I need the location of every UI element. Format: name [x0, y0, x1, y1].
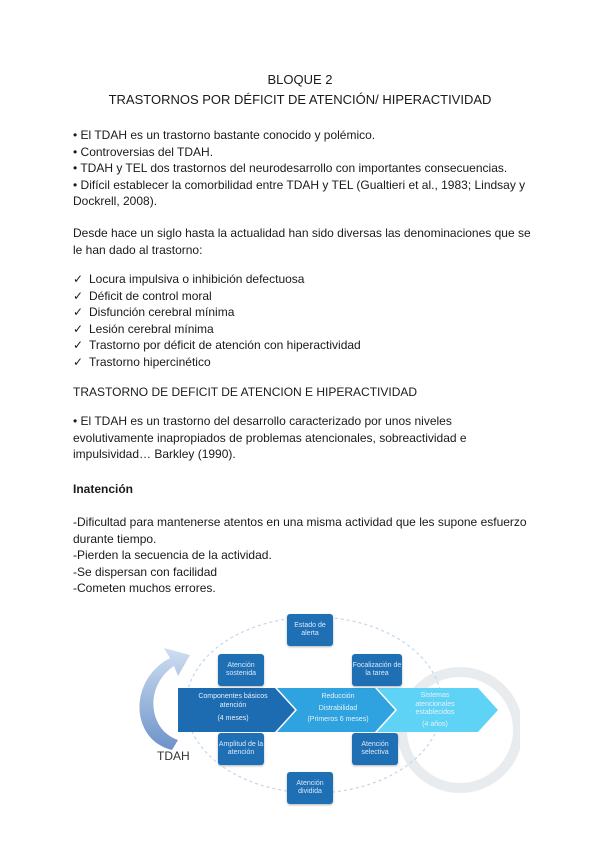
list-item: -Dificultad para mantenerse atentos en una misma actividad que les supone esfuerzo durante tiempo.: [73, 515, 527, 546]
arrow-label-2: [295, 693, 381, 725]
checkmark-icon: ✓: [73, 354, 84, 369]
checklist-label: Lesión cerebral mínima: [89, 321, 214, 336]
checkmark-icon: ✓: [73, 272, 84, 286]
block-number: BLOQUE 2: [267, 72, 333, 87]
checkmark-icon: ✓: [73, 288, 84, 303]
node-atencion-selectiva: Atención selectiva: [352, 733, 398, 765]
checklist-label: Disfunción cerebral mínima: [89, 305, 235, 319]
node-estado-alerta: Estado de alerta: [287, 614, 333, 646]
checklist-label: Locura impulsiva o inhibición defectuosa: [89, 272, 305, 286]
bullet-item: • El TDAH es un trastorno bastante conocido y polémico.: [73, 128, 376, 142]
attention-diagram: [130, 600, 520, 820]
checklist-item: [73, 337, 533, 354]
arrow-label-line: establecidos: [415, 709, 455, 716]
arrow-label-1: [185, 693, 281, 724]
intro-bullets: [73, 127, 533, 210]
denominations-intro: Desde hace un siglo hasta la actualidad han sido diversas las denominaciones que se le han dado al trastorno:: [73, 226, 531, 257]
list-item: -Cometen muchos errores.: [73, 581, 216, 595]
denominations-list: [73, 271, 533, 370]
node-focalizacion: Focalización de la tarea: [352, 654, 402, 686]
title-block: [0, 70, 600, 110]
arrow-label-line: (Primeros 6 meses): [307, 716, 369, 723]
node-atencion-sostenida: Atención sostenida: [218, 654, 264, 686]
bullet-item: • TDAH y TEL dos trastornos del neurodesarrollo con importantes consecuencias.: [73, 161, 508, 175]
definition-paragraph: • El TDAH es un trastorno del desarrollo caracterizado por unos niveles evolutivamente inapropiados de problemas atencionales, sobreactividad e impulsividad… Barkley (1990).: [73, 414, 467, 461]
checklist-item: [73, 288, 533, 305]
bullet-item: • Difícil establecer la comorbilidad entre TDAH y TEL (Gualtieri et al., 1983; Lindsay y Dockrell, 2008).: [73, 177, 526, 208]
list-item: -Se dispersan con facilidad: [73, 564, 218, 579]
checklist-label: Déficit de control moral: [89, 288, 212, 303]
checklist-label: Trastorno por déficit de atención con hiperactividad: [89, 338, 361, 352]
node-atencion-dividida: Atención dividida: [287, 772, 333, 804]
node-amplitud: Amplitud de la atención: [218, 733, 264, 765]
checklist-label: Trastorno hipercinético: [89, 354, 211, 369]
checkmark-icon: ✓: [73, 321, 84, 336]
checkmark-icon: ✓: [73, 338, 84, 352]
arrow-label-line: atención: [219, 701, 247, 709]
checklist-item: [73, 354, 533, 371]
tdah-label: TDAH: [157, 749, 190, 763]
checklist-item: [73, 271, 533, 288]
subheading-inatencion: Inatención: [73, 482, 134, 496]
arrow-label-line: atencionales: [415, 700, 455, 708]
checklist-item: [73, 321, 533, 338]
inatencion-list: [73, 514, 533, 597]
arrow-label-line: (4 años): [422, 720, 448, 728]
page-title: TRASTORNOS POR DÉFICIT DE ATENCIÓN/ HIPERACTIVIDAD: [108, 92, 492, 107]
checklist-item: [73, 304, 533, 321]
arrow-label-line: Reducción: [321, 693, 355, 700]
section-heading: TRASTORNO DE DEFICIT DE ATENCION E HIPERACTIVIDAD: [73, 385, 418, 399]
bullet-item: • Controversias del TDAH.: [73, 144, 214, 159]
checkmark-icon: ✓: [73, 305, 84, 319]
list-item: -Pierden la secuencia de la actividad.: [73, 548, 272, 562]
arrow-label-line: Componentes básicos: [198, 693, 268, 700]
arrow-label-line: (4 meses): [217, 715, 249, 722]
arrow-label-line: Distrabilidad: [318, 704, 358, 712]
arrow-label-line: Sistemas: [420, 692, 450, 699]
arrow-label-3: [395, 692, 475, 729]
